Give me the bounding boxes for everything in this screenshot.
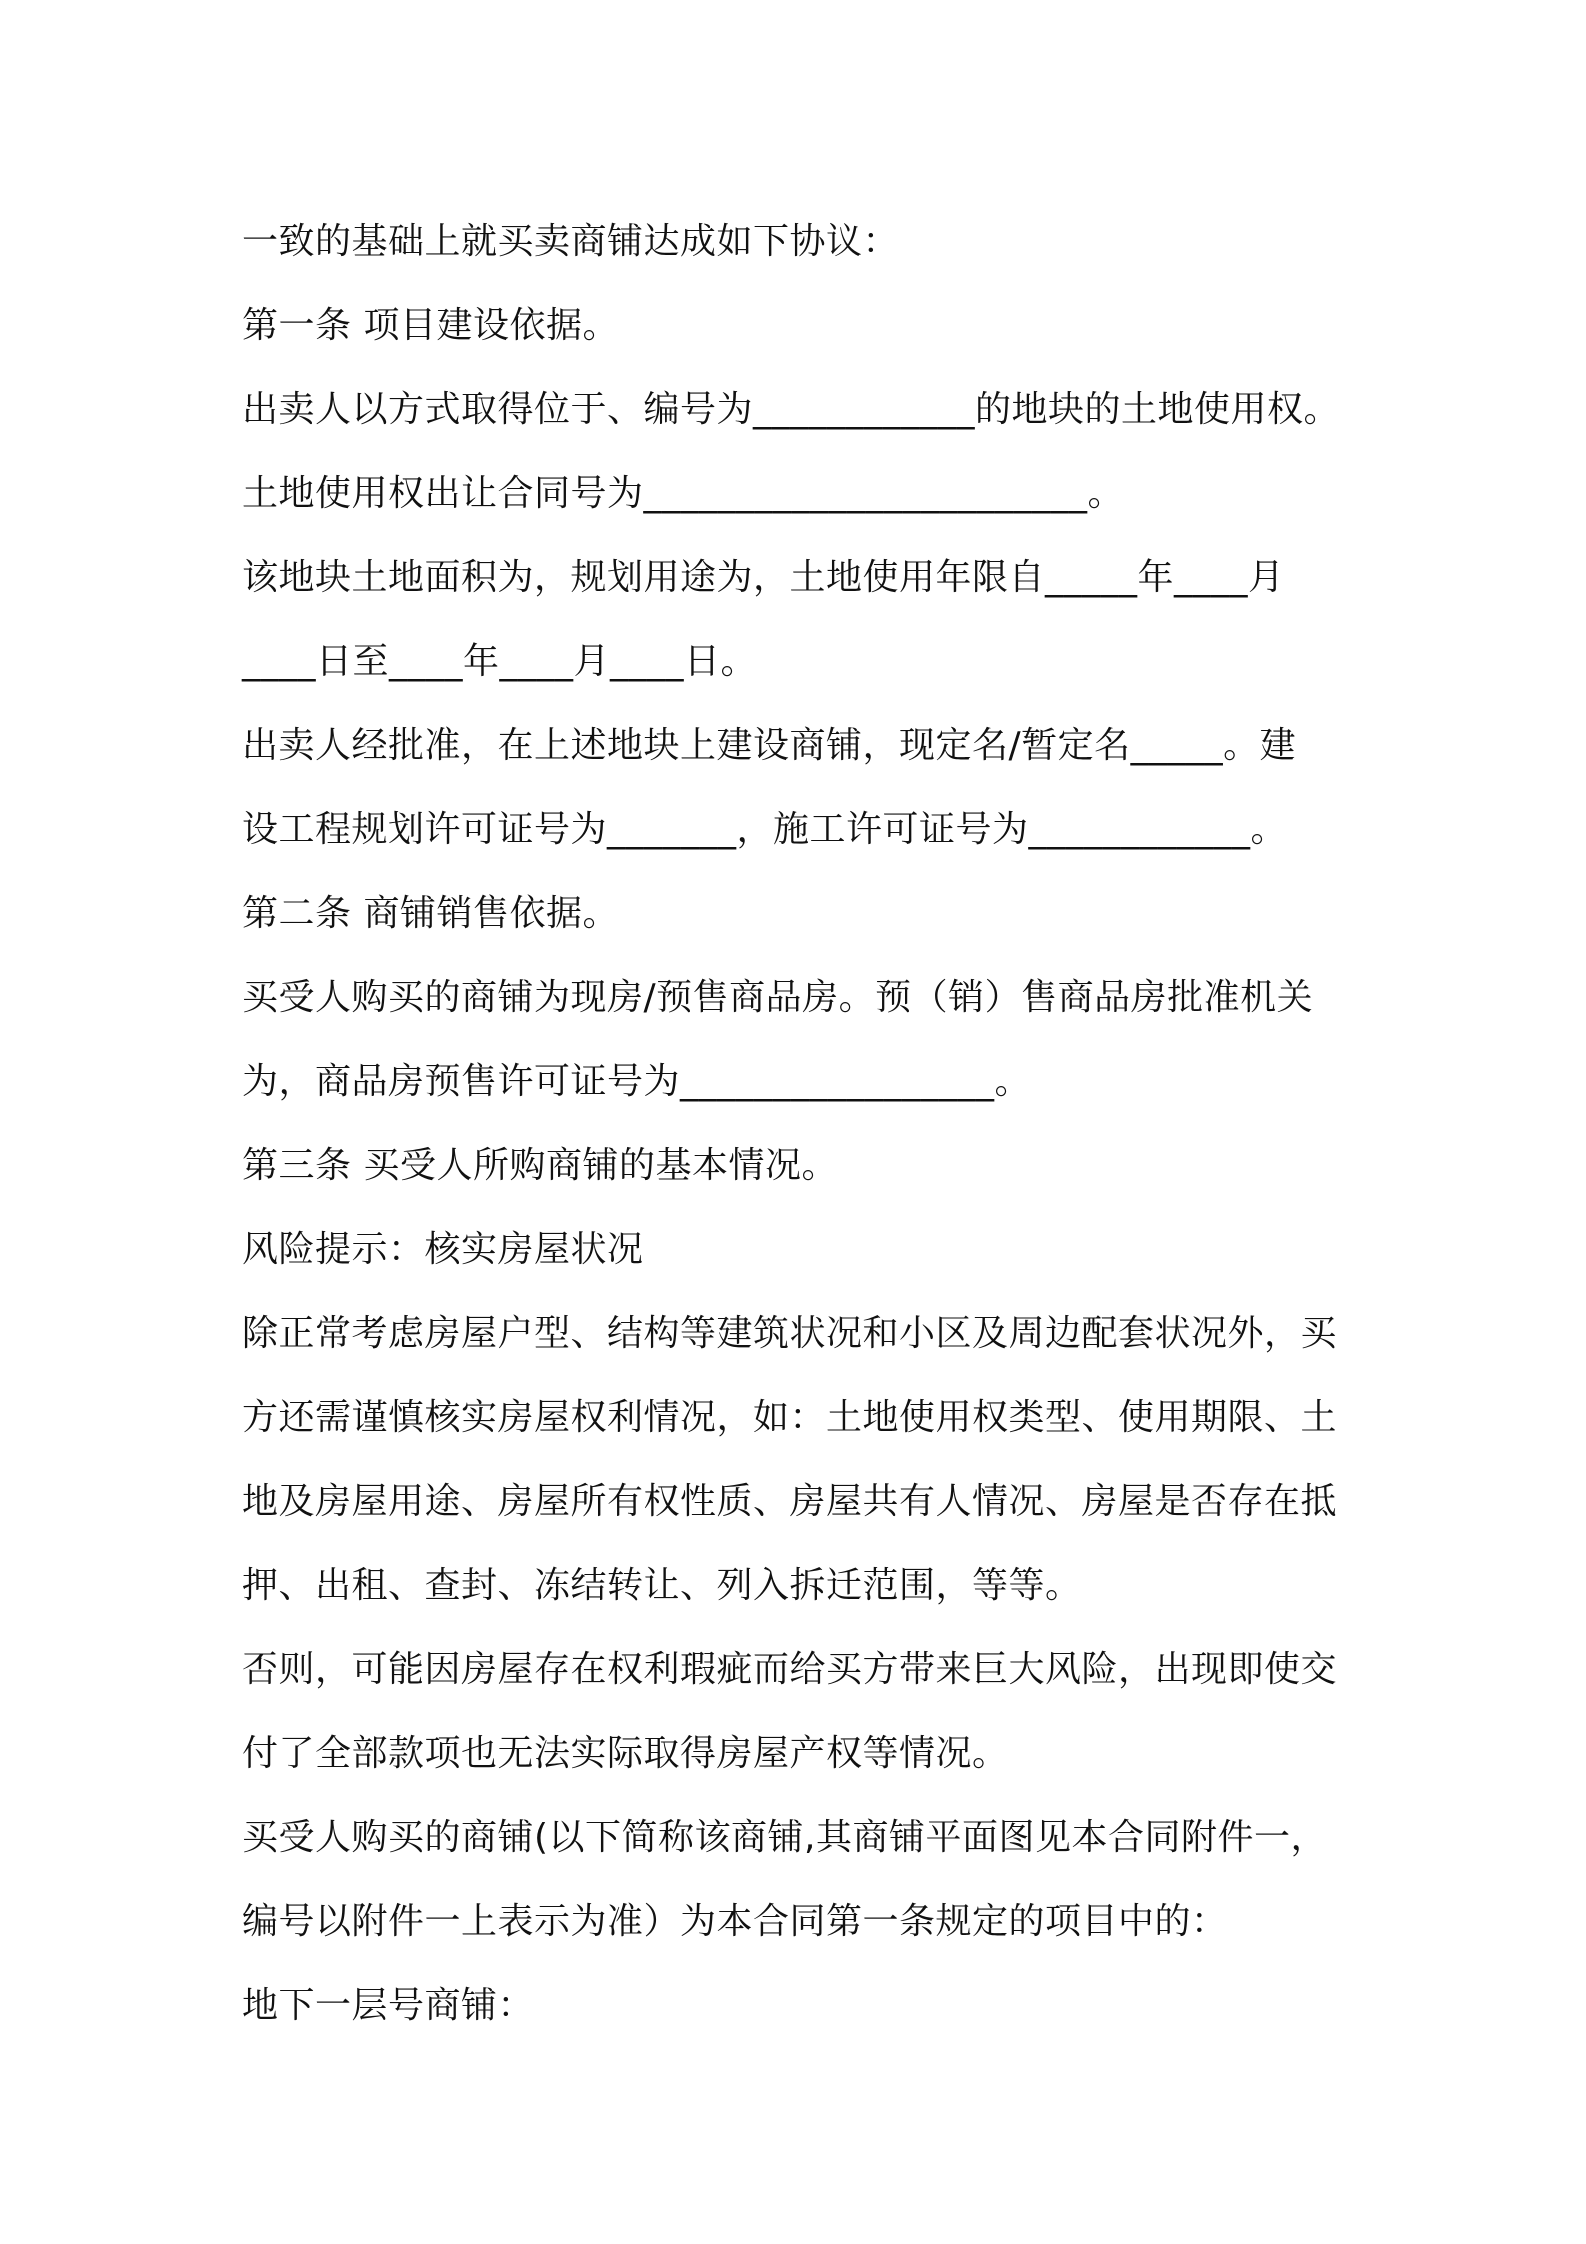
text-line: 土地使用权出让合同号为________________________。	[242, 473, 1125, 514]
text-line: 一致的基础上就买卖商铺达成如下协议：	[242, 221, 900, 262]
article-heading: 第一条 项目建设依据。	[242, 305, 619, 346]
text-line: 地及房屋用途、房屋所有权性质、房屋共有人情况、房屋是否存在抵	[242, 1481, 1338, 1522]
text-line: 设工程规划许可证号为_______，施工许可证号为____________。	[242, 809, 1288, 850]
article-heading: 第三条 买受人所购商铺的基本情况。	[242, 1145, 838, 1186]
text-line: 买受人购买的商铺(以下简称该商铺,其商铺平面图见本合同附件一，	[242, 1817, 1327, 1858]
text-line: 出卖人以方式取得位于、编号为____________的地块的土地使用权。	[242, 389, 1341, 430]
text-line: 编号以附件一上表示为准）为本合同第一条规定的项目中的：	[242, 1901, 1228, 1942]
text-line: 买受人购买的商铺为现房/预售商品房。预（销）售商品房批准机关	[242, 977, 1314, 1018]
text-line: 否则，可能因房屋存在权利瑕疵而给买方带来巨大风险，出现即使交	[242, 1649, 1338, 1690]
text-line: 地下一层号商铺：	[242, 1985, 535, 2026]
article-heading: 第二条 商铺销售依据。	[242, 893, 619, 934]
document-page	[242, 200, 1362, 2048]
text-line: 除正常考虑房屋户型、结构等建筑状况和小区及周边配套状况外，买	[242, 1313, 1338, 1354]
text-line: 押、出租、查封、冻结转让、列入拆迁范围，等等。	[242, 1565, 1082, 1606]
text-line: 方还需谨慎核实房屋权利情况，如：土地使用权类型、使用期限、土	[242, 1397, 1338, 1438]
text-line: ____日至____年____月____日。	[242, 641, 758, 682]
risk-heading: 风险提示：核实房屋状况	[242, 1229, 644, 1270]
text-line: 该地块土地面积为，规划用途为，土地使用年限自_____年____月	[242, 557, 1285, 598]
text-line: 付了全部款项也无法实际取得房屋产权等情况。	[242, 1733, 1009, 1774]
text-line: 出卖人经批准，在上述地块上建设商铺，现定名/暂定名_____。建	[242, 725, 1297, 766]
text-line: 为，商品房预售许可证号为_________________。	[242, 1061, 1032, 1102]
